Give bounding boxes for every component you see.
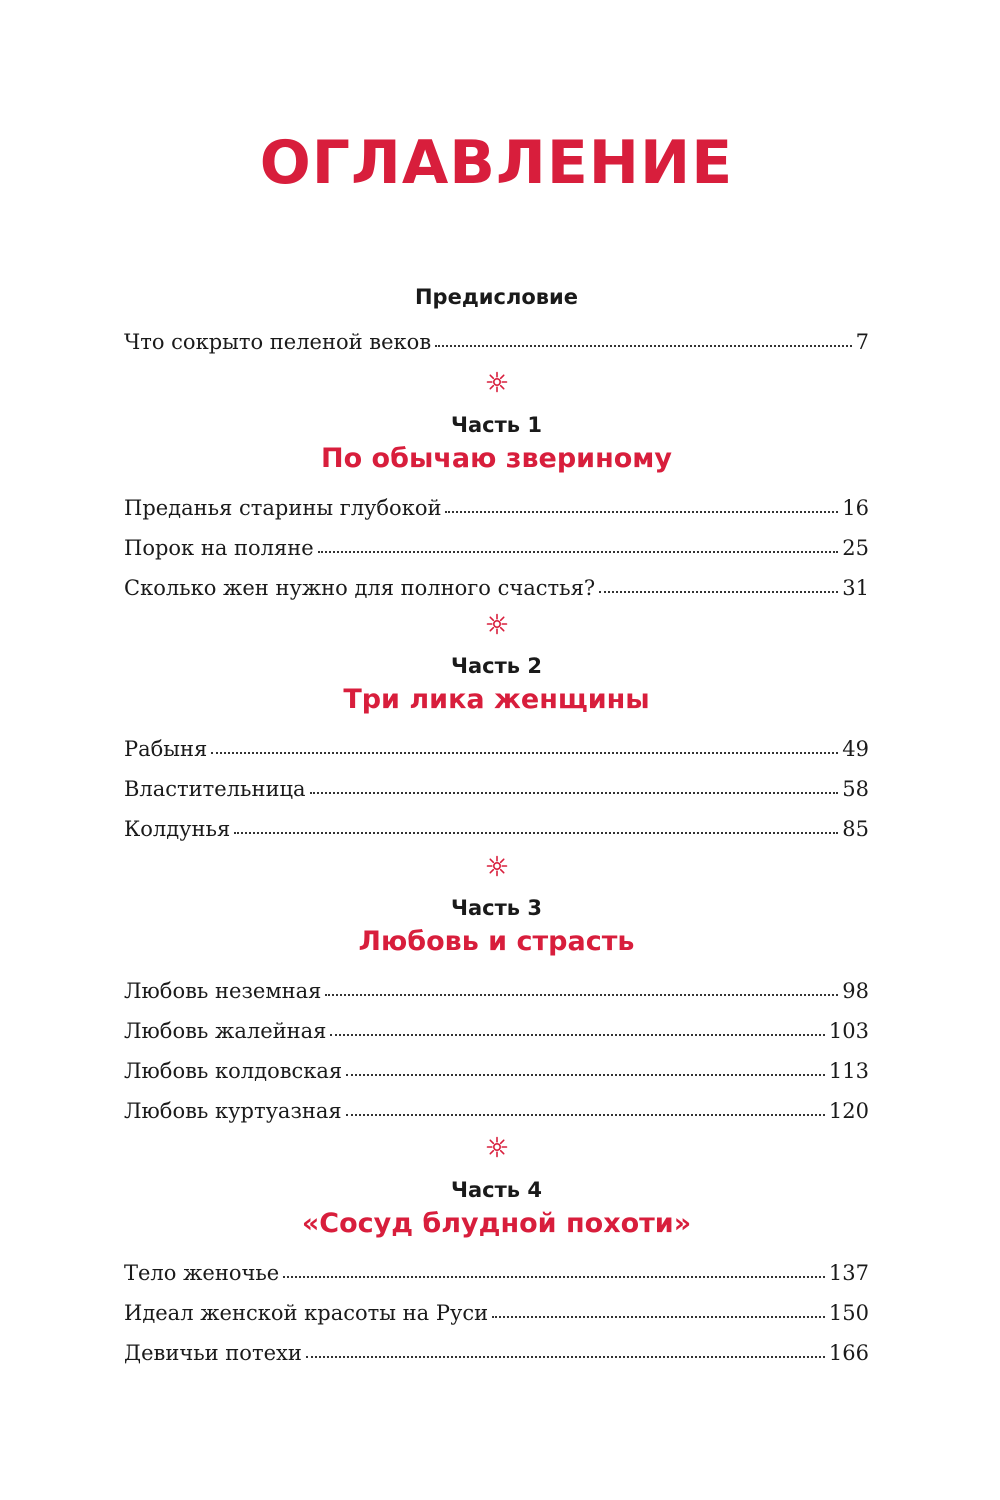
toc-entry-page: 49: [842, 737, 869, 761]
dot-leader: [435, 343, 851, 347]
dot-leader: [325, 992, 838, 996]
part-title: По обычаю звериному: [321, 443, 672, 474]
toc-entry[interactable]: [124, 528, 869, 568]
toc-entry-label: Тело женочье: [124, 1261, 280, 1285]
preface-heading: Предисловие: [414, 285, 579, 309]
toc-entry-label: Идеал женской красоты на Руси: [124, 1301, 489, 1325]
toc-entry-page: 137: [828, 1261, 869, 1285]
section-separator: [124, 1135, 869, 1159]
part-1-section: [124, 410, 869, 608]
sun-ornament-icon: [485, 854, 509, 878]
section-separator: [124, 854, 869, 878]
toc-entry[interactable]: [124, 568, 869, 608]
dot-leader: [330, 1032, 825, 1036]
part-title: Любовь и страсть: [358, 926, 635, 957]
toc-entry-label: Преданья старины глубокой: [124, 496, 442, 520]
dot-leader: [283, 1274, 825, 1278]
part-label: Часть 4: [451, 1178, 542, 1202]
part-3-section: [124, 893, 869, 1131]
part-4-section: [124, 1175, 869, 1373]
preface-section: [124, 282, 869, 362]
toc-entry-page: 166: [828, 1341, 869, 1365]
part-title: «Сосуд блудной похоти»: [301, 1208, 692, 1239]
toc-entry-label: Сколько жен нужно для полного счастья?: [124, 576, 596, 600]
toc-entry-label: Порок на поляне: [124, 536, 314, 560]
toc-entry-page: 113: [828, 1059, 869, 1083]
dot-leader: [492, 1314, 825, 1318]
sun-ornament-icon: [485, 1135, 509, 1159]
dot-leader: [234, 830, 838, 834]
section-separator: [124, 612, 869, 636]
section-separator: [124, 370, 869, 394]
toc-entry-label: Властительница: [124, 777, 306, 801]
toc-entry-page: 58: [842, 777, 869, 801]
toc-entry-page: 85: [842, 817, 869, 841]
toc-entry-label: Любовь колдовская: [124, 1059, 343, 1083]
toc-entry[interactable]: [124, 971, 869, 1011]
toc-entry[interactable]: [124, 488, 869, 528]
toc-entry-page: 98: [842, 979, 869, 1003]
toc-entry[interactable]: [124, 322, 869, 362]
toc-entry-label: Что сокрыто пеленой веков: [124, 330, 432, 354]
toc-entry-label: Рабыня: [124, 737, 208, 761]
toc-entry-label: Колдунья: [124, 817, 231, 841]
dot-leader: [310, 790, 839, 794]
toc-entry[interactable]: [124, 1293, 869, 1333]
dot-leader: [318, 549, 839, 553]
part-2-section: [124, 651, 869, 849]
toc-entry[interactable]: [124, 809, 869, 849]
dot-leader: [599, 589, 838, 593]
toc-entry[interactable]: [124, 1253, 869, 1293]
toc-entry-page: 16: [842, 496, 869, 520]
toc-entry-page: 7: [855, 330, 869, 354]
toc-entry[interactable]: [124, 729, 869, 769]
sun-ornament-icon: [485, 612, 509, 636]
toc-entry-page: 103: [828, 1019, 869, 1043]
toc-entry[interactable]: [124, 1333, 869, 1373]
sun-ornament-icon: [485, 370, 509, 394]
toc-entry-label: Любовь куртуазная: [124, 1099, 342, 1123]
part-label: Часть 1: [451, 413, 542, 437]
dot-leader: [346, 1112, 825, 1116]
toc-entry-page: 150: [828, 1301, 869, 1325]
dot-leader: [211, 750, 838, 754]
toc-entry[interactable]: [124, 769, 869, 809]
toc-entry-label: Любовь неземная: [124, 979, 322, 1003]
dot-leader: [445, 509, 838, 513]
dot-leader: [306, 1354, 825, 1358]
toc-entry-page: 31: [842, 576, 869, 600]
toc-entry[interactable]: [124, 1011, 869, 1051]
page-title: ОГЛАВЛЕНИЕ: [259, 128, 734, 198]
toc-entry[interactable]: [124, 1051, 869, 1091]
part-title: Три лика женщины: [343, 684, 650, 715]
toc-entry-label: Любовь жалейная: [124, 1019, 327, 1043]
dot-leader: [346, 1072, 825, 1076]
part-label: Часть 3: [451, 896, 542, 920]
toc-entry-label: Девичьи потехи: [124, 1341, 302, 1365]
toc-entry[interactable]: [124, 1091, 869, 1131]
part-label: Часть 2: [451, 654, 542, 678]
toc-entry-page: 120: [828, 1099, 869, 1123]
toc-entry-page: 25: [842, 536, 869, 560]
